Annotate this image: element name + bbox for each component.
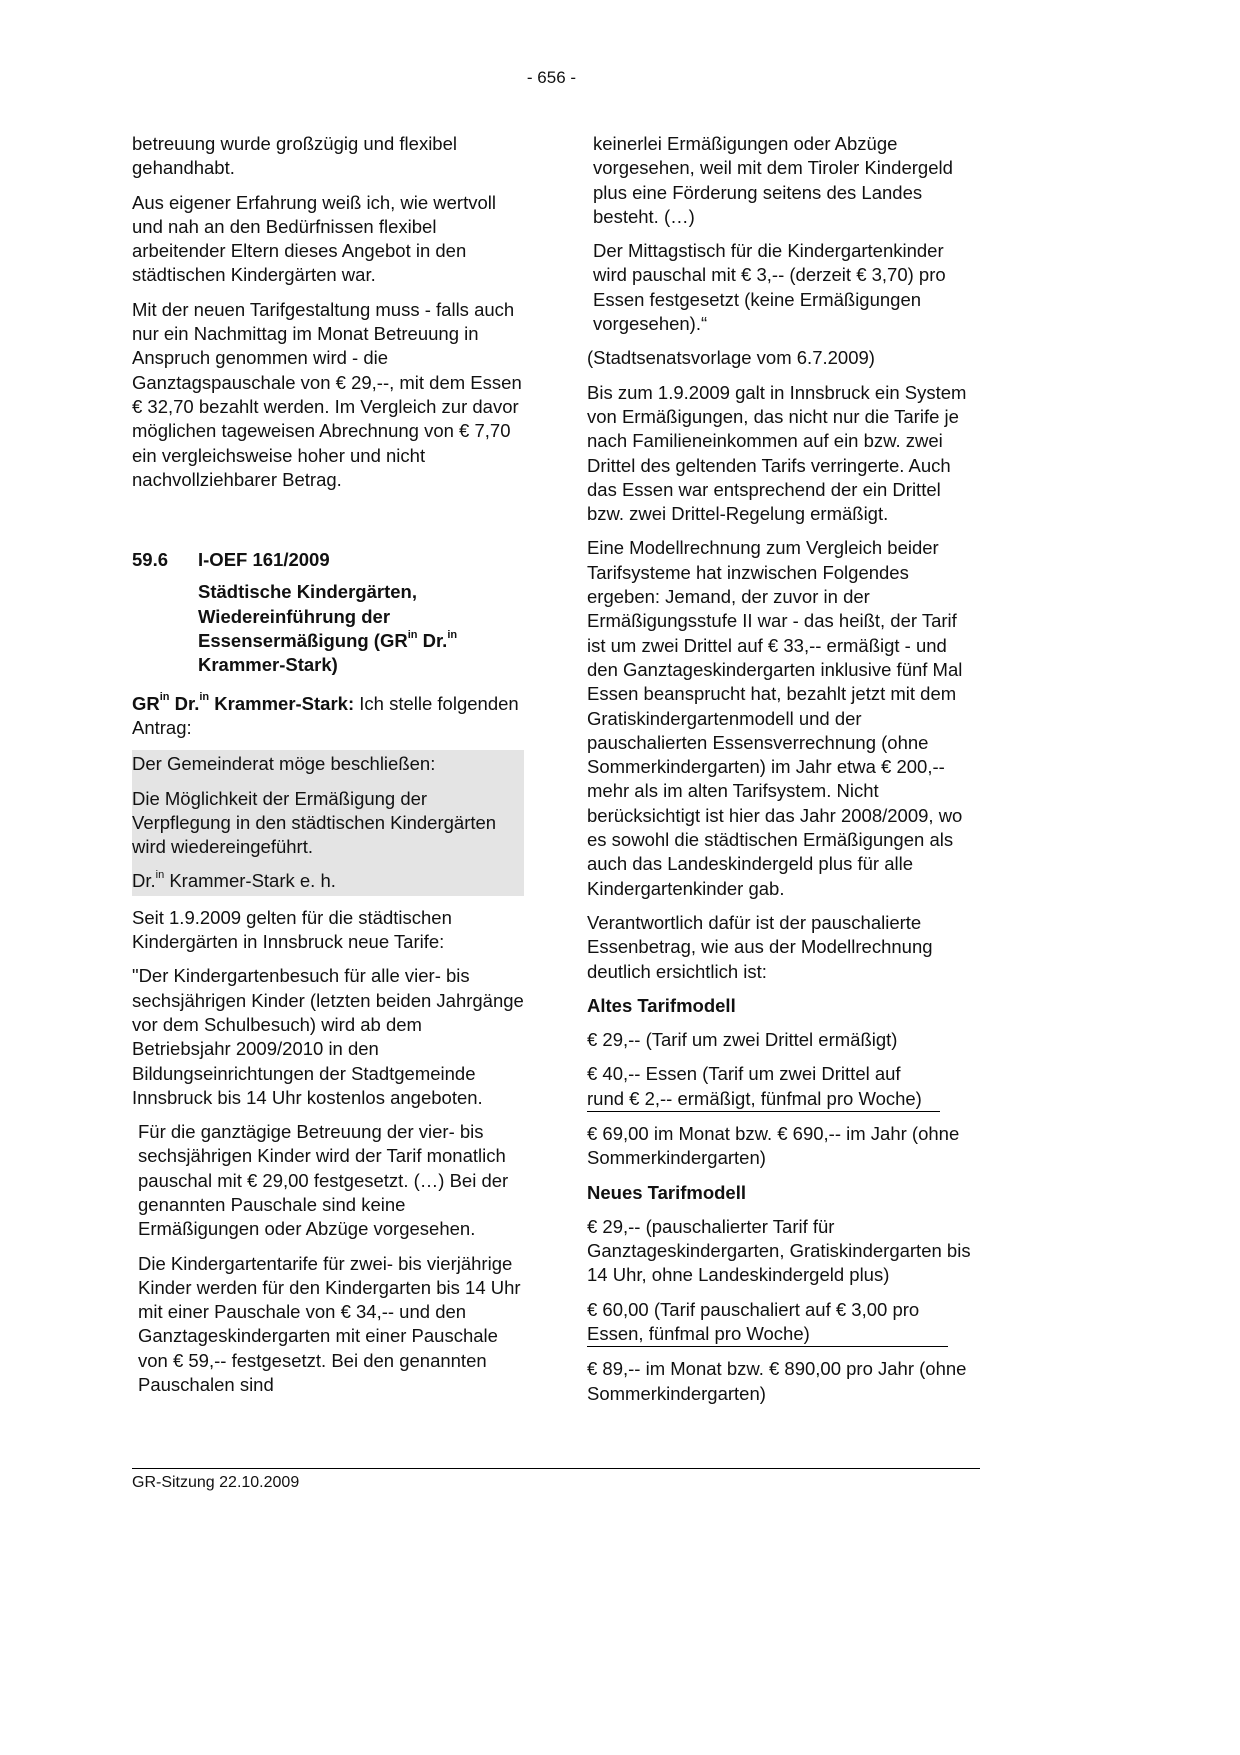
motion-box — [132, 750, 524, 895]
footer-divider — [132, 1468, 980, 1469]
left-column — [132, 132, 524, 1407]
quote-paragraph: Die Kindergartentarife für zwei- bis vierjährige Kinder werden für den Kindergarten bis 14 Uhr mit einer Pauschale von € 34,-- und den Ganztageskindergarten mit einer Pauschale von € 59,-- festgesetzt. Bei den genannten Pauschalen sind — [138, 1252, 521, 1396]
motion-signature: Dr.$^{in}$ Krammer-Stark e. h. — [132, 869, 336, 892]
paragraph: Bis zum 1.9.2009 galt in Innsbruck ein System von Ermäßigungen, das nicht nur die Tarife je nach Familieneinkommen auf ein bzw. zwei Drittel des geltenden Tarifs verringerte. Auch das Essen war entsprechend der ein Drittel bzw. zwei Drittel-Regelung ermäßigt. — [587, 381, 967, 525]
paragraph: Aus eigener Erfahrung weiß ich, wie wertvoll und nah an den Bedürfnissen flexibel arbeitender Eltern dieses Angebot in den städtischen Kindergärten war. — [132, 191, 496, 286]
motion-heading: Der Gemeinderat möge beschließen: — [132, 753, 436, 775]
old-model-line: € 40,-- Essen (Tarif um zwei Drittel auf rund € 2,-- ermäßigt, fünfmal pro Woche) — [587, 1062, 977, 1112]
section-heading — [132, 548, 524, 572]
old-model-line: € 29,-- (Tarif um zwei Drittel ermäßigt) — [587, 1029, 898, 1051]
paragraph: Mit der neuen Tarifgestaltung muss - falls auch nur ein Nachmittag im Monat Betreuung in Anspruch genommen wird - die Ganztagspauschale von € 29,--, mit dem Essen € 32,70 bezahlt werden. Im Vergleich zur davor möglichen tageweisen Abrechnung von € 7,70 ein vergleichsweise hoher und nicht nachvollziehbarer Betrag. — [132, 298, 522, 490]
speaker-paragraph: $GR^{in}$ Dr.$^{in}$ Krammer-Stark: Ich stelle folgenden Antrag: — [132, 691, 519, 738]
quote-paragraph: Der Mittagstisch für die Kindergartenkinder wird pauschal mit € 3,-- (derzeit € 3,70) pro Essen festgesetzt (keine Ermäßigungen vorgesehen).“ — [593, 240, 946, 335]
paragraph: Verantwortlich dafür ist der pauschalierte Essenbetrag, wie aus der Modellrechnung deutlich ersichtlich ist: — [587, 911, 933, 982]
old-model-heading: Altes Tarifmodell — [587, 994, 736, 1016]
footer: GR-Sitzung 22.10.2009 — [132, 1474, 300, 1491]
paragraph: betreuung wurde großzügig und flexibel gehandhabt. — [132, 133, 457, 179]
old-model-total: € 69,00 im Monat bzw. € 690,-- im Jahr (ohne Sommerkindergarten) — [587, 1122, 960, 1169]
new-model-heading: Neues Tarifmodell — [587, 1181, 747, 1203]
new-model-line: € 60,00 (Tarif pauschaliert auf € 3,00 pro Essen, fünfmal pro Woche) — [587, 1298, 977, 1348]
new-model-line: € 29,-- (pauschalierter Tarif für Ganztageskindergarten, Gratiskindergarten bis 14 Uhr, ohne Landeskindergeld plus) — [587, 1215, 971, 1286]
quote-paragraph: Für die ganztägige Betreuung der vier- bis sechsjährigen Kinder wird der Tarif monatlich pauschal mit € 29,00 festgesetzt. (…) Bei der genannten Pauschale sind keine Ermäßigungen oder Abzüge vorgesehen. — [138, 1121, 509, 1240]
paragraph: Eine Modellrechnung zum Vergleich beider Tarifsysteme hat inzwischen Folgendes ergeben: Jemand, der zuvor in der Ermäßigungsstufe II war - das heißt, der Tarif ist um zwei Drittel auf € 33,-- ermäßigt - und den Ganztageskindergarten inklusive fünf Mal Essen beansprucht hat, bezahlt jetzt mit dem Gratiskindergartenmodell und der pauschalierten Essensverrechnung (ohne Sommerkindergarten) im Jahr etwa € 200,-- mehr als im alten Tarifsystem. Nicht berücksichtigt ist hier das Jahr 2008/2009, wo es sowohl die städtischen Ermäßigungen als auch das Landeskindergeld plus für alle Kindergartenkinder gab. — [587, 537, 963, 899]
section-id: I-OEF 161/2009 — [198, 549, 330, 571]
section-title: Städtische Kindergärten, Wiedereinführung der Essensermäßigung ($GR^{in}$ Dr.$^{in}$ Krammer-Stark) — [198, 581, 458, 676]
new-model-total: € 89,-- im Monat bzw. € 890,00 pro Jahr (ohne Sommerkindergarten) — [587, 1358, 967, 1404]
right-column — [587, 132, 977, 1416]
source-note: (Stadtsenatsvorlage vom 6.7.2009) — [587, 347, 875, 369]
speaker-name: $GR^{in}$ Dr.$^{in}$ Krammer-Stark: — [132, 691, 355, 714]
motion-text: Die Möglichkeit der Ermäßigung der Verpflegung in den städtischen Kindergärten wird wiedereingeführt. — [132, 787, 497, 858]
section-number: 59.6 — [132, 549, 169, 571]
quote-paragraph: "Der Kindergartenbesuch für alle vier- bis sechsjährigen Kinder (letzten beiden Jahrgänge vor dem Schulbesuch) wird ab dem Betriebsjahr 2009/2010 in den Bildungseinrichtungen der Stadtgemeinde Innsbruck bis 14 Uhr kostenlos angeboten. — [132, 965, 524, 1108]
page-number: - 656 - — [526, 68, 577, 87]
paragraph: Seit 1.9.2009 gelten für die städtischen Kindergärten in Innsbruck neue Tarife: — [132, 906, 452, 953]
quote-paragraph: keinerlei Ermäßigungen oder Abzüge vorgesehen, weil mit dem Tiroler Kindergeld plus eine Förderung seitens des Landes besteht. (…) — [593, 133, 953, 227]
